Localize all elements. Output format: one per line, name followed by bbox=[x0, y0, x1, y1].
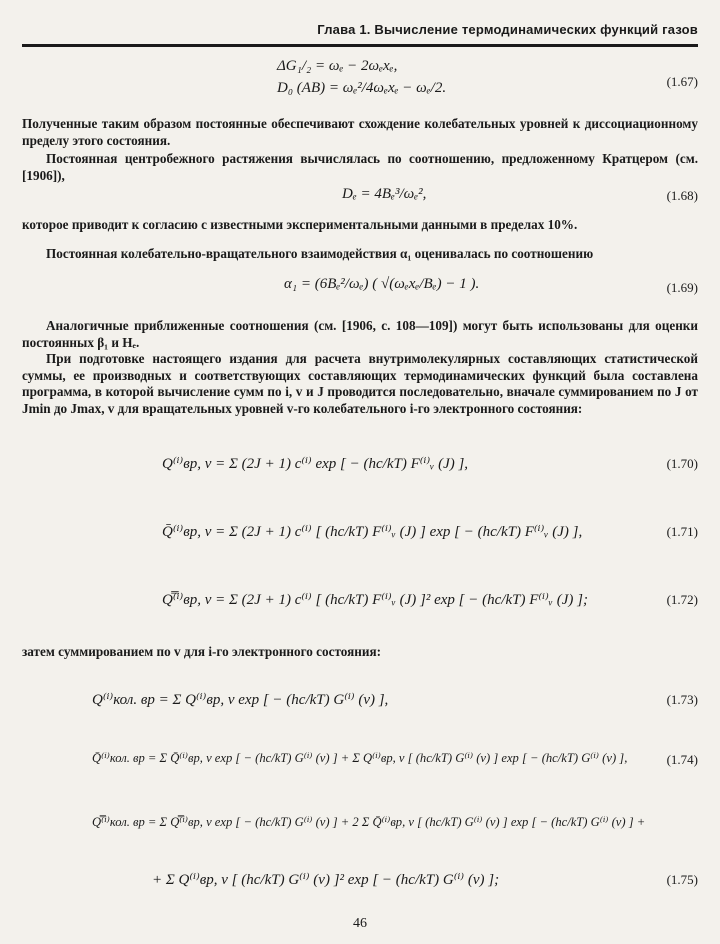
paragraph-6: При подготовке настоящего издания для расчета внутримолекулярных составляющих статистической суммы, ее производных и соответствующих составляющих термодинамических функций была составлена программа, в которой вычисление сумм по i, v и J проводится последовательно, вначале суммированием по J от Jmin до Jmax, v для вращательных уровней v-го колебательного i-го электронного состояния: bbox=[22, 351, 698, 416]
formula-1-75b: + Σ Q⁽ⁱ⁾вр, v [ (hc/kT) G⁽ⁱ⁾ (v) ]² exp [ − (hc/kT) G⁽ⁱ⁾ (v) ]; bbox=[152, 872, 500, 888]
paragraph-3: которое приводит к согласию с известными экспериментальными данными в пределах 10%. bbox=[22, 217, 578, 232]
formula-1-67a: ΔG₁/₂ = ωₑ − 2ωₑxₑ, bbox=[277, 58, 398, 74]
equation-number-1-71: (1.71) bbox=[666, 524, 698, 539]
paragraph-1: Полученные таким образом постоянные обеспечивают схождение колебательных уровней к диссоциационному пределу этого состояния. bbox=[22, 116, 698, 148]
equation-number-1-67: (1.67) bbox=[666, 74, 698, 89]
paragraph-7: затем суммированием по v для i-го электронного состояния: bbox=[22, 644, 381, 659]
page-number: 46 bbox=[353, 916, 367, 931]
equation-number-1-68: (1.68) bbox=[666, 188, 698, 203]
page bbox=[22, 8, 698, 938]
equation-number-1-69: (1.69) bbox=[666, 280, 698, 295]
running-header bbox=[22, 18, 698, 47]
equation-number-1-73: (1.73) bbox=[666, 692, 698, 707]
equation-number-1-74: (1.74) bbox=[666, 752, 698, 767]
equation-number-1-75: (1.75) bbox=[666, 872, 698, 887]
paragraph-4: Постоянная колебательно-вращательного взаимодействия α₁ оценивалась по соотношению bbox=[46, 246, 594, 261]
formula-1-74: Q̄⁽ⁱ⁾кол. вр = Σ Q̄⁽ⁱ⁾вр, v exp [ − (hc/kT) G⁽ⁱ⁾ (v) ] + Σ Q⁽ⁱ⁾вр, v [ (hc/kT) G⁽ⁱ⁾ (v) ] exp [ − (hc/kT) G⁽ⁱ⁾ (v) ], bbox=[92, 751, 628, 765]
formula-1-75a: Q̿⁽ⁱ⁾кол. вр = Σ Q̿⁽ⁱ⁾вр, v exp [ − (hc/kT) G⁽ⁱ⁾ (v) ] + 2 Σ Q̄⁽ⁱ⁾вр, v [ (hc/kT) G⁽ⁱ⁾ (v) ] exp [ − (hc/kT) G⁽ⁱ⁾ (v) ] + bbox=[92, 815, 646, 829]
chapter-title: Глава 1. Вычисление термодинамических функций газов bbox=[317, 22, 698, 37]
equation-number-1-72: (1.72) bbox=[666, 592, 698, 607]
formula-1-67b: D₀ (AB) = ωₑ²/4ωₑxₑ − ωₑ/2. bbox=[277, 80, 447, 96]
equation-number-1-70: (1.70) bbox=[666, 456, 698, 471]
formula-1-68: Dₑ = 4Bₑ³/ωₑ², bbox=[342, 186, 427, 202]
paragraph-2: Постоянная центробежного растяжения вычислялась по соотношению, предложенному Кратцером (см. [1906]), bbox=[22, 151, 698, 183]
formula-1-72: Q̿⁽ⁱ⁾вр, v = Σ (2J + 1) c⁽ⁱ⁾ [ (hc/kT) F⁽ⁱ⁾ᵥ (J) ]² exp [ − (hc/kT) F⁽ⁱ⁾ᵥ (J) ]; bbox=[162, 592, 588, 608]
formula-1-73: Q⁽ⁱ⁾кол. вр = Σ Q⁽ⁱ⁾вр, v exp [ − (hc/kT) G⁽ⁱ⁾ (v) ], bbox=[92, 692, 389, 708]
formula-1-70: Q⁽ⁱ⁾вр, v = Σ (2J + 1) c⁽ⁱ⁾ exp [ − (hc/kT) F⁽ⁱ⁾ᵥ (J) ], bbox=[162, 456, 469, 472]
formula-1-71: Q̄⁽ⁱ⁾вр, v = Σ (2J + 1) c⁽ⁱ⁾ [ (hc/kT) F⁽ⁱ⁾ᵥ (J) ] exp [ − (hc/kT) F⁽ⁱ⁾ᵥ (J) ], bbox=[162, 524, 583, 540]
formula-1-69: α₁ = (6Bₑ²/ωₑ) ( √(ωₑxₑ/Bₑ) − 1 ). bbox=[284, 276, 480, 292]
paragraph-5: Аналогичные приближенные соотношения (см. [1906, с. 108—109]) могут быть использованы для оценки постоянных β₁ и Hₑ. bbox=[22, 318, 698, 350]
